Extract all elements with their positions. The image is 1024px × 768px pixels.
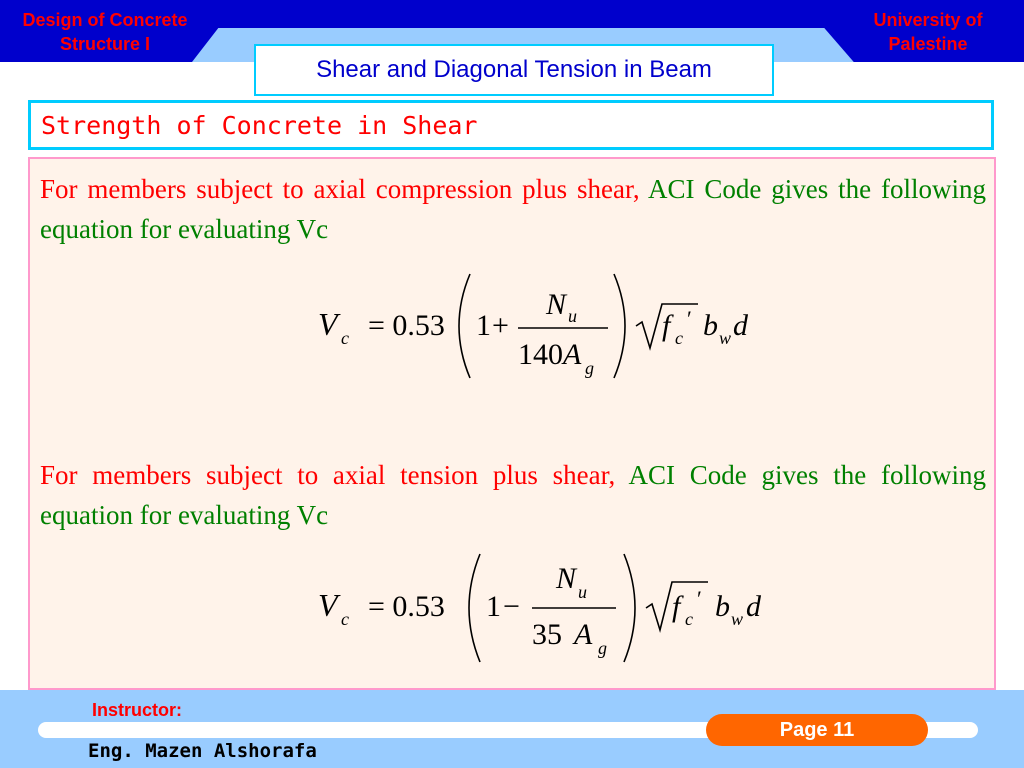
paragraph-tension bbox=[40, 455, 986, 535]
right-paren bbox=[624, 554, 635, 662]
eq-denominator-var: A bbox=[574, 618, 593, 651]
eq-sqrt-var: f bbox=[672, 590, 681, 623]
paragraph-compression bbox=[40, 169, 986, 249]
course-title bbox=[0, 8, 210, 56]
eq-prime: ′ bbox=[697, 586, 702, 611]
slide-title: Shear and Diagonal Tension in Beam bbox=[254, 44, 774, 96]
eq-tail-sub: w bbox=[719, 328, 732, 348]
eq-prime: ′ bbox=[687, 306, 692, 331]
left-paren bbox=[469, 554, 480, 662]
equation-tension bbox=[310, 548, 780, 668]
eq-tail-d: d bbox=[733, 309, 748, 342]
eq-lhs: V bbox=[318, 587, 338, 623]
university-line1: University of bbox=[873, 10, 983, 30]
eq-numerator-sub: u bbox=[568, 306, 577, 326]
eq-operator: − bbox=[503, 590, 520, 623]
eq-numerator: N bbox=[556, 562, 577, 595]
paragraph-green-text: ACI Code gives the following equation for evaluating Vc bbox=[40, 174, 986, 244]
page-number-badge: Page 11 bbox=[706, 714, 928, 746]
eq-denominator-sub: g bbox=[598, 638, 607, 658]
course-title-line1: Design of Concrete bbox=[22, 10, 188, 30]
eq-numerator: N bbox=[546, 288, 567, 321]
eq-lhs: V bbox=[318, 306, 338, 342]
eq-denominator-var: A bbox=[563, 338, 582, 371]
left-paren bbox=[459, 274, 470, 378]
eq-lhs-sub: c bbox=[341, 328, 349, 348]
paragraph-red-text: For members subject to axial tension plus shear, bbox=[40, 460, 616, 490]
eq-one: 1 bbox=[476, 309, 491, 342]
equation-compression bbox=[310, 268, 770, 384]
course-title-line2: Structure I bbox=[59, 34, 151, 54]
eq-tail-d: d bbox=[746, 590, 761, 623]
eq-sqrt-sub: c bbox=[675, 328, 683, 348]
eq-tail-b: b bbox=[703, 309, 718, 342]
eq-one: 1 bbox=[486, 590, 501, 623]
right-paren bbox=[614, 274, 625, 378]
eq-sqrt-var: f bbox=[662, 309, 671, 342]
university-line2: Palestine bbox=[888, 34, 968, 54]
eq-coefficient: = 0.53 bbox=[368, 309, 445, 342]
eq-numerator-sub: u bbox=[578, 582, 587, 602]
paragraph-green-text: ACI Code gives the following equation for evaluating Vc bbox=[40, 460, 986, 530]
eq-denominator-coef: 35 bbox=[532, 618, 562, 651]
eq-operator: + bbox=[492, 309, 509, 342]
eq-tail-b: b bbox=[715, 590, 730, 623]
instructor-label: Instructor: bbox=[92, 700, 182, 720]
instructor-name: Eng. Mazen Alshorafa bbox=[88, 740, 317, 762]
paragraph-red-text: For members subject to axial compression plus shear, bbox=[40, 174, 640, 204]
section-heading: Strength of Concrete in Shear bbox=[28, 100, 994, 150]
eq-lhs-sub: c bbox=[341, 609, 349, 629]
eq-denominator-sub: g bbox=[585, 358, 594, 378]
eq-sqrt-sub: c bbox=[685, 609, 693, 629]
university-name bbox=[832, 8, 1024, 56]
eq-tail-sub: w bbox=[731, 609, 744, 629]
eq-denominator-coef: 140 bbox=[518, 338, 563, 371]
eq-coefficient: = 0.53 bbox=[368, 590, 445, 623]
